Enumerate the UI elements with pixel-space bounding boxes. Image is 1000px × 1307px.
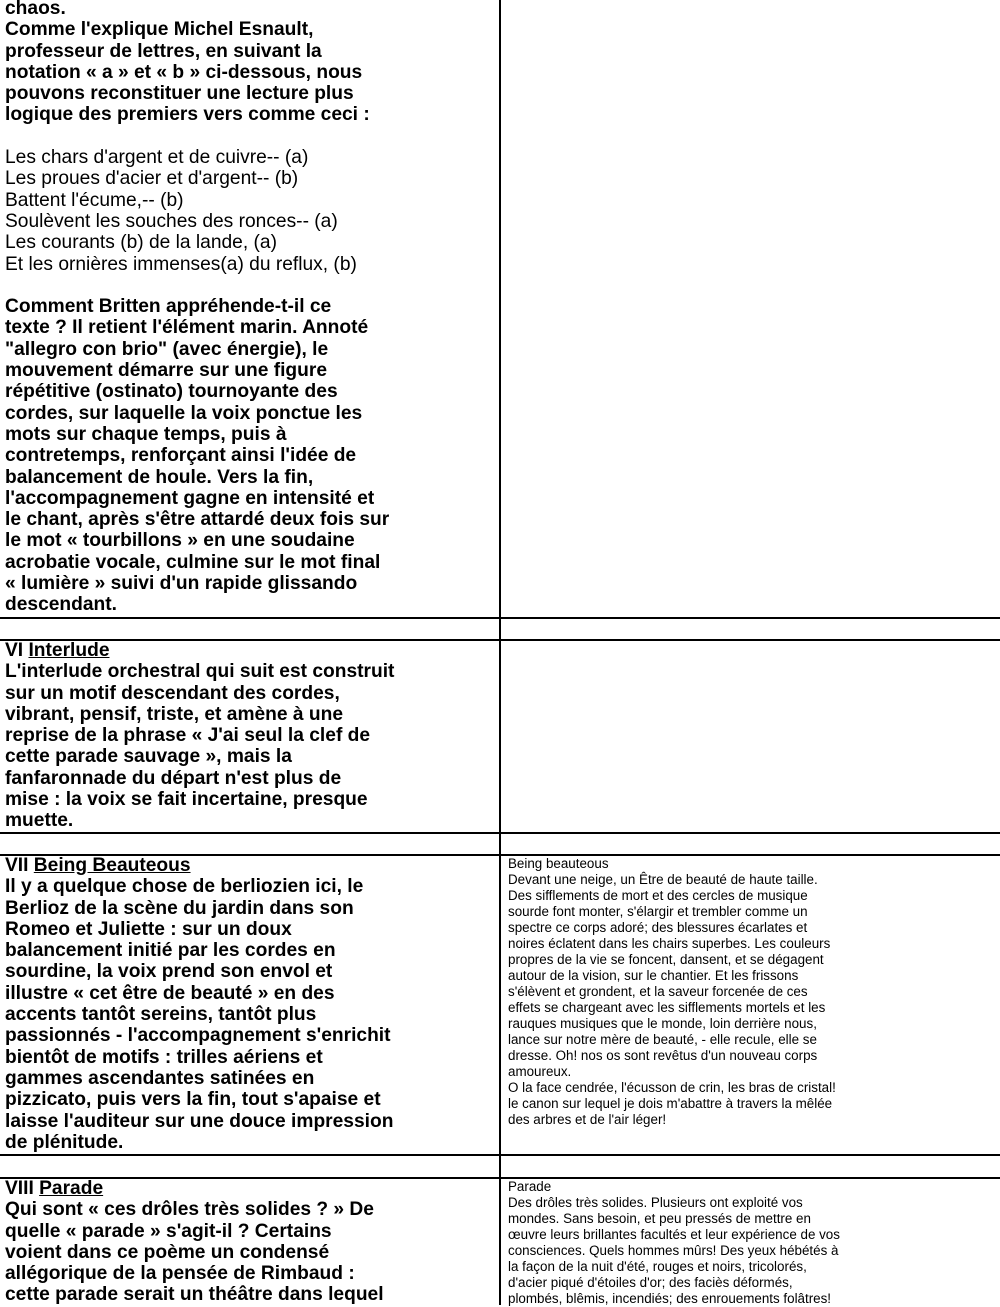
section-number: VII: [5, 855, 34, 876]
poem-line: s'élèvent et grondent, et la saveur forcenée de ces: [508, 984, 808, 999]
text-line: sourdine, la voix prend son envol et: [5, 961, 333, 983]
text-line: accents tantôt sereins, tantôt plus: [5, 1004, 317, 1026]
text-line: cette parade serait un théâtre dans lequel: [5, 1284, 384, 1306]
text-line: de plénitude.: [5, 1131, 124, 1153]
section-title: Being Beauteous: [33, 855, 191, 876]
verse-line: Les courants (b) de la lande, (a): [5, 232, 277, 254]
text-line: reprise de la phrase « J'ai seul la clef de: [5, 725, 371, 747]
poem-line: noires éclatent dans les chairs superbes. Les couleurs: [508, 936, 831, 951]
poem-line: Des drôles très solides. Plusieurs ont exploité vos: [508, 1195, 803, 1210]
section-heading: [5, 855, 495, 876]
text-line: mouvement démarre sur une figure: [5, 360, 328, 382]
row-divider-3: [0, 832, 1000, 834]
text-line: le mot « tourbillons » en une soudaine: [5, 530, 355, 552]
text-line: l'accompagnement gagne en intensité et: [5, 487, 375, 509]
poem-line: dresse. Oh! nos os sont revêtus d'un nouveau corps: [508, 1048, 818, 1063]
text-line: fanfaronnade du départ n'est plus de: [5, 767, 342, 789]
text-line: chaos.: [5, 0, 66, 19]
commentary-block-1: [5, 0, 495, 616]
text-line: sur un motif descendant des cordes,: [5, 682, 340, 704]
text-line: L'interlude orchestral qui suit est construit: [5, 661, 395, 683]
section-being-beauteous: [5, 855, 495, 1153]
verse-line: Les proues d'acier et d'argent-- (b): [5, 168, 299, 190]
text-line: Romeo et Juliette : sur un doux: [5, 918, 292, 940]
poem-line: effets se chargeant avec les sifflements mortels et les: [508, 1000, 826, 1015]
poem-line: des arbres et de l'air léger!: [508, 1112, 667, 1127]
section-title: Interlude: [28, 640, 110, 661]
section-number: VI: [5, 640, 29, 661]
text-line: voient dans ce poème un condensé: [5, 1241, 330, 1263]
text-line: descendant.: [5, 594, 117, 616]
text-line: Comme l'explique Michel Esnault,: [5, 19, 314, 41]
poem-line: Des sifflements de mort et des cercles de musique: [508, 888, 808, 903]
verse-line: Battent l'écume,-- (b): [5, 189, 184, 211]
text-line: balancement de houle. Vers la fin,: [5, 466, 314, 488]
verse-line: Les chars d'argent et de cuivre-- (a): [5, 147, 309, 169]
row-divider-5: [0, 1154, 1000, 1156]
text-line: cette parade sauvage », mais la: [5, 746, 292, 768]
poem-line: consciences. Quels hommes mûrs! Des yeux hébétés à: [508, 1243, 839, 1258]
poem-title: Being beauteous: [508, 856, 609, 871]
text-line: gammes ascendantes satinées en: [5, 1067, 315, 1089]
poem-title: Parade: [508, 1179, 552, 1194]
text-line: illustre « cet être de beauté » en des: [5, 982, 335, 1004]
poem-line: amoureux.: [508, 1064, 572, 1079]
section-interlude: [5, 640, 495, 832]
text-line: Berlioz de la scène du jardin dans son: [5, 897, 354, 919]
text-line: "allegro con brio" (avec énergie), le: [5, 338, 329, 360]
text-line: contretemps, renforçant ainsi l'idée de: [5, 445, 357, 467]
row-divider-1: [0, 617, 1000, 619]
text-line: cordes, sur laquelle la voix ponctue les: [5, 402, 363, 424]
text-line: passionnés - l'accompagnement s'enrichit: [5, 1025, 391, 1047]
poem-line: rauques musiques que le monde, loin derrière nous,: [508, 1016, 817, 1031]
text-line: pizzicato, puis vers la fin, tout s'apaise et: [5, 1089, 381, 1111]
poem-line: la façon de la nuit d'été, rouges et noirs, tricolorés,: [508, 1259, 807, 1274]
text-line: acrobatie vocale, culmine sur le mot final: [5, 551, 381, 573]
text-line: logique des premiers vers comme ceci :: [5, 104, 370, 126]
text-line: pouvons reconstituer une lecture plus: [5, 83, 354, 105]
text-line: professeur de lettres, en suivant la: [5, 40, 322, 62]
section-title: Parade: [39, 1178, 104, 1199]
text-line: laisse l'auditeur sur une douce impression: [5, 1110, 394, 1132]
poem-line: propres de la vie se foncent, dansent, et se dégagent: [508, 952, 824, 967]
poem-line: Devant une neige, un Être de beauté de haute taille.: [508, 872, 818, 887]
text-line: vibrant, pensif, triste, et amène à une: [5, 703, 344, 725]
text-line: Il y a quelque chose de berliozien ici, le: [5, 876, 364, 898]
poem-line: d'acier piqué d'étoiles d'or; des faciès déformés,: [508, 1275, 793, 1290]
poem-line: autour de la vision, sur le chantier. Et les frissons: [508, 968, 799, 983]
text-line: mise : la voix se fait incertaine, presque: [5, 789, 368, 811]
verse-line: Et les ornières immenses(a) du reflux, (b): [5, 253, 357, 275]
poem-line: lance sur notre mère de beauté, - elle recule, elle se: [508, 1032, 817, 1047]
column-divider: [499, 0, 501, 1305]
text-line: allégorique de la pensée de Rimbaud :: [5, 1263, 355, 1285]
poem-line: spectre ce corps adoré; des blessures écarlates et: [508, 920, 808, 935]
section-number: VIII: [5, 1178, 40, 1199]
text-line: bientôt de motifs : trilles aériens et: [5, 1046, 323, 1068]
poem-being-beauteous: [508, 856, 998, 1128]
poem-line: O la face cendrée, l'écusson de crin, les bras de cristal!: [508, 1080, 836, 1095]
verse-line: Soulèvent les souches des ronces-- (a): [5, 210, 338, 232]
text-line: « lumière » suivi d'un rapide glissando: [5, 573, 358, 595]
text-line: notation « a » et « b » ci-dessous, nous: [5, 61, 363, 83]
text-line: quelle « parade » s'agit-il ? Certains: [5, 1220, 332, 1242]
text-line: mots sur chaque temps, puis à: [5, 423, 287, 445]
poem-line: sourde font monter, s'élargir et trembler comme un: [508, 904, 808, 919]
text-line: balancement initié par les cordes en: [5, 940, 336, 962]
text-line: répétitive (ostinato) tournoyante des: [5, 381, 338, 403]
poem-parade: [508, 1179, 998, 1307]
text-line: muette.: [5, 810, 74, 832]
poem-line: œuvre leurs brillantes facultés et leur expérience de vos: [508, 1227, 840, 1242]
text-line: Comment Britten appréhende-t-il ce: [5, 296, 332, 318]
section-parade: [5, 1178, 495, 1306]
text-line: le chant, après s'être attardé deux fois sur: [5, 509, 390, 531]
poem-line: mondes. Sans besoin, et peu pressés de mettre en: [508, 1211, 811, 1226]
text-line: Qui sont « ces drôles très solides ? » De: [5, 1199, 374, 1221]
poem-line: plombés, blêmis, incendiés; des enrouements folâtres!: [508, 1291, 832, 1306]
text-line: texte ? Il retient l'élément marin. Annoté: [5, 317, 369, 339]
poem-line: le canon sur lequel je dois m'abattre à travers la mêlée: [508, 1096, 833, 1111]
section-heading: [5, 640, 495, 661]
section-heading: [5, 1178, 495, 1199]
